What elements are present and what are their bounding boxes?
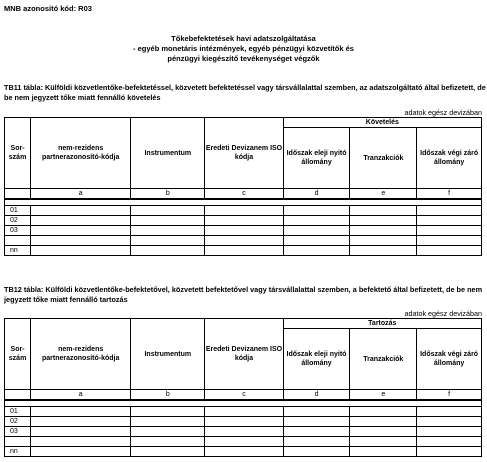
column-letter: b: [131, 390, 205, 401]
table-caption-tb11: TB11 tábla: Külföldi közvetlentőke-befektetéssel, közvetett befektetéssel vagy társvállalattal szemben, az adatszolgáltató által befizetett, de be nem jegyzett tőke miatt fennálló követelés: [4, 83, 486, 102]
table-caption-tb12: TB12 tábla: Külföldi közvetlentőke-befektetővel, közvetett befektetővel vagy társvállalattal szemben, a befektető által befizetett, de be nem jegyzett tőke miatt fennálló tartozás: [4, 285, 483, 304]
cell[interactable]: [131, 407, 205, 417]
cell[interactable]: [283, 437, 350, 447]
header-sorszam: Sor- szám: [5, 118, 31, 189]
row-number: 01: [5, 206, 31, 216]
cell[interactable]: [131, 447, 205, 457]
table-tb12: [4, 318, 482, 457]
table-row: [5, 427, 482, 437]
column-letter: [5, 189, 31, 200]
cell[interactable]: [205, 246, 283, 256]
cell[interactable]: [31, 447, 131, 457]
header-currency: Eredeti Devizanem ISO kódja: [205, 319, 283, 390]
cell[interactable]: [350, 216, 417, 226]
cell[interactable]: [350, 226, 417, 236]
header-partner-code: nem-rezidens partnerazonosító-kódja: [31, 319, 131, 390]
row-number: 02: [5, 417, 31, 427]
table-row: [5, 236, 482, 246]
cell[interactable]: [350, 236, 417, 246]
column-letter: e: [350, 189, 417, 200]
row-number: nn: [5, 246, 31, 256]
column-letter: d: [283, 189, 350, 200]
header-transactions: Tranzakciók: [350, 128, 417, 189]
cell[interactable]: [131, 226, 205, 236]
cell[interactable]: [350, 206, 417, 216]
cell[interactable]: [283, 447, 350, 457]
header-instrument: Instrumentum: [131, 118, 205, 189]
cell[interactable]: [417, 206, 482, 216]
cell[interactable]: [417, 407, 482, 417]
column-letter: b: [131, 189, 205, 200]
cell[interactable]: [283, 246, 350, 256]
cell[interactable]: [205, 407, 283, 417]
column-letter: f: [417, 189, 482, 200]
cell[interactable]: [131, 206, 205, 216]
cell[interactable]: [283, 427, 350, 437]
row-number: nn: [5, 447, 31, 457]
column-letter: [5, 390, 31, 401]
cell[interactable]: [350, 437, 417, 447]
table-row: [5, 437, 482, 447]
title-line-3: pénzügyi kiegészítő tevékenységet végzők: [167, 54, 320, 63]
cell[interactable]: [283, 216, 350, 226]
cell[interactable]: [131, 427, 205, 437]
header-transactions: Tranzakciók: [350, 329, 417, 390]
cell[interactable]: [417, 427, 482, 437]
header-group: Követelés: [283, 118, 481, 128]
cell[interactable]: [31, 226, 131, 236]
cell[interactable]: [417, 417, 482, 427]
cell[interactable]: [350, 407, 417, 417]
column-letter: f: [417, 390, 482, 401]
row-number: [5, 236, 31, 246]
cell[interactable]: [417, 447, 482, 457]
title-line-2: - egyéb monetáris intézmények, egyéb pénzügyi közvetítők és: [133, 44, 354, 53]
column-letter: c: [205, 390, 283, 401]
row-number: 03: [5, 427, 31, 437]
header-group: Tartozás: [283, 319, 481, 329]
cell[interactable]: [31, 427, 131, 437]
cell[interactable]: [283, 226, 350, 236]
unit-note-tb12: adatok egész devizában: [404, 309, 482, 318]
cell[interactable]: [31, 206, 131, 216]
table-row: [5, 417, 482, 427]
table-row: [5, 246, 482, 256]
cell[interactable]: [131, 246, 205, 256]
cell[interactable]: [205, 427, 283, 437]
cell[interactable]: [417, 437, 482, 447]
cell[interactable]: [31, 246, 131, 256]
cell[interactable]: [31, 216, 131, 226]
unit-note-tb11: adatok egész devizában: [404, 108, 482, 117]
cell[interactable]: [417, 216, 482, 226]
row-number: [5, 437, 31, 447]
page-title: [0, 34, 487, 64]
header-closing-stock: Időszak végi záró állomány: [417, 329, 482, 390]
table-row: [5, 447, 482, 457]
cell[interactable]: [205, 437, 283, 447]
cell[interactable]: [205, 216, 283, 226]
cell[interactable]: [31, 236, 131, 246]
cell[interactable]: [205, 417, 283, 427]
column-letter: a: [31, 189, 131, 200]
form-code: MNB azonosító kód: R03: [4, 4, 92, 13]
cell[interactable]: [31, 437, 131, 447]
cell[interactable]: [205, 226, 283, 236]
header-instrument: Instrumentum: [131, 319, 205, 390]
cell[interactable]: [350, 417, 417, 427]
cell[interactable]: [283, 417, 350, 427]
table-row: [5, 216, 482, 226]
column-letter: e: [350, 390, 417, 401]
table-row: [5, 407, 482, 417]
cell[interactable]: [31, 417, 131, 427]
header-partner-code: nem-rezidens partnerazonosító-kódja: [31, 118, 131, 189]
cell[interactable]: [283, 236, 350, 246]
column-letter: a: [31, 390, 131, 401]
header-currency: Eredeti Devizanem ISO kódja: [205, 118, 283, 189]
cell[interactable]: [205, 206, 283, 216]
cell[interactable]: [417, 226, 482, 236]
cell[interactable]: [283, 407, 350, 417]
table-tb11: [4, 117, 482, 256]
table-row: [5, 226, 482, 236]
cell[interactable]: [31, 407, 131, 417]
cell[interactable]: [283, 206, 350, 216]
cell[interactable]: [205, 447, 283, 457]
row-number: 02: [5, 216, 31, 226]
cell[interactable]: [205, 236, 283, 246]
column-letter: c: [205, 189, 283, 200]
table-row: [5, 206, 482, 216]
title-line-1: Tőkebefektetések havi adatszolgáltatása: [171, 34, 316, 43]
cell[interactable]: [131, 216, 205, 226]
cell[interactable]: [350, 427, 417, 437]
row-number: 03: [5, 226, 31, 236]
cell[interactable]: [350, 447, 417, 457]
row-number: 01: [5, 407, 31, 417]
header-opening-stock: Időszak eleji nyitó állomány: [283, 128, 350, 189]
header-opening-stock: Időszak eleji nyitó állomány: [283, 329, 350, 390]
header-closing-stock: Időszak végi záró állomány: [417, 128, 482, 189]
cell[interactable]: [350, 246, 417, 256]
column-letter: d: [283, 390, 350, 401]
header-sorszam: Sor- szám: [5, 319, 31, 390]
cell[interactable]: [131, 236, 205, 246]
cell[interactable]: [417, 236, 482, 246]
cell[interactable]: [131, 437, 205, 447]
cell[interactable]: [417, 246, 482, 256]
cell[interactable]: [131, 417, 205, 427]
